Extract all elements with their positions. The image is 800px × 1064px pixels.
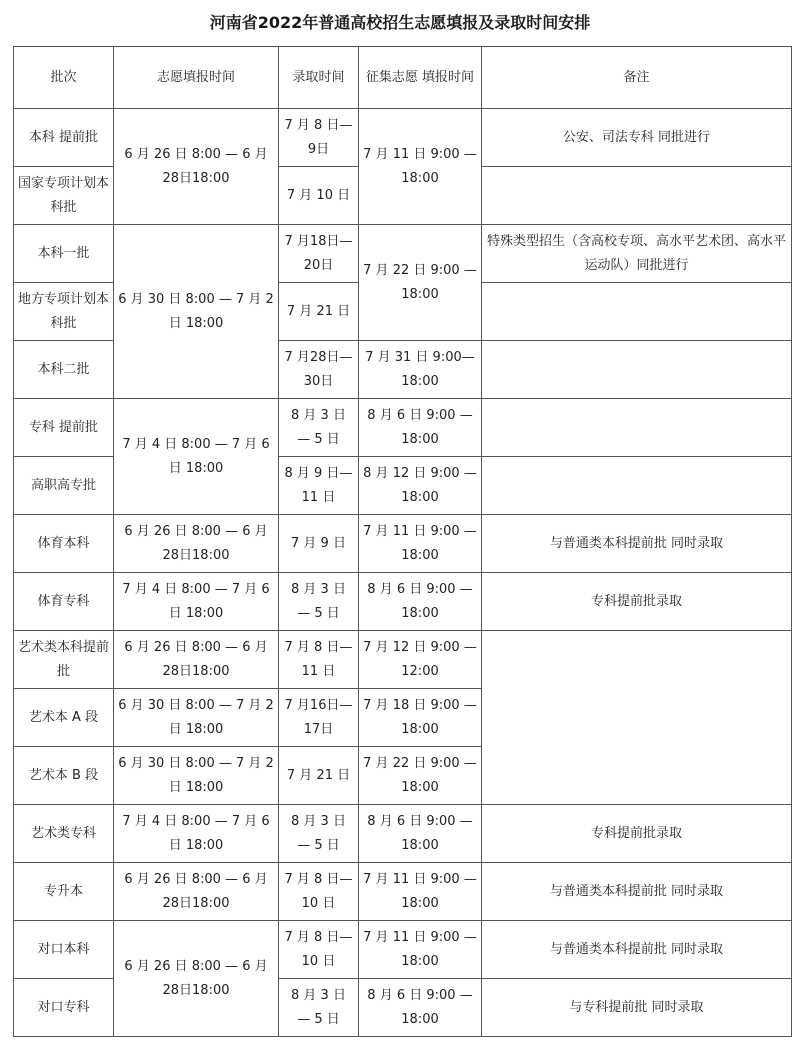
fill-time-cell: 7 月 4 日 8:00 — 7 月 6 日 18:00 [114, 573, 279, 631]
remark-cell [482, 225, 792, 283]
page-title: 河南省2022年普通高校招生志愿填报及录取时间安排 [209, 13, 591, 32]
batch-cell: 地方专项计划本科批 [14, 283, 114, 341]
admit-time-cell: 8 月 3 日 — 5 日 [279, 805, 359, 863]
table-row [14, 515, 792, 573]
header-batch: 批次 [14, 47, 114, 109]
fill-time-cell: 6 月 26 日 8:00 — 6 月 28日18:00 [114, 515, 279, 573]
remark-cell [482, 399, 792, 457]
table-row [14, 399, 792, 457]
admit-time-cell: 8 月 3 日 — 5 日 [279, 399, 359, 457]
collect-time-cell: 8 月 6 日 9:00 — 18:00 [359, 399, 482, 457]
collect-time-cell: 8 月 6 日 9:00 — 18:00 [359, 979, 482, 1037]
remark-cell: 与普通类本科提前批 同时录取 [482, 921, 792, 979]
remark-text: 特殊类型招生（含高校专项、高水平艺术团、高水平运动队）同批进行 [486, 233, 786, 273]
admit-time-cell: 7 月 8 日— 10 日 [279, 921, 359, 979]
batch-cell: 国家专项计划本科批 [14, 167, 114, 225]
batch-cell: 专升本 [14, 863, 114, 921]
fill-time-cell: 6 月 26 日 8:00 — 6 月 28日18:00 [114, 921, 279, 1037]
batch-cell: 本科二批 [14, 341, 114, 399]
remark-cell [482, 167, 792, 225]
batch-cell: 艺术类专科 [14, 805, 114, 863]
admit-time-cell: 8 月 3 日 — 5 日 [279, 573, 359, 631]
remark-cell: 专科提前批录取 [482, 573, 792, 631]
admission-schedule-table [13, 46, 792, 1037]
admit-time-cell: 7 月28日— 30日 [279, 341, 359, 399]
collect-time-cell: 8 月 12 日 9:00 — 18:00 [359, 457, 482, 515]
remark-cell: 公安、司法专科 同批进行 [482, 109, 792, 167]
remark-cell [482, 341, 792, 399]
collect-time-cell: 7 月 11 日 9:00 — 18:00 [359, 109, 482, 225]
admit-time-cell: 7 月 21 日 [279, 747, 359, 805]
table-header-row [14, 47, 792, 109]
header-admit-time: 录取时间 [279, 47, 359, 109]
collect-time-cell: 7 月 22 日 9:00 — 18:00 [359, 747, 482, 805]
remark-cell: 与普通类本科提前批 同时录取 [482, 515, 792, 573]
table-row [14, 225, 792, 283]
admit-time-cell: 7 月 8 日— 9日 [279, 109, 359, 167]
fill-time-cell: 7 月 4 日 8:00 — 7 月 6 日 18:00 [114, 805, 279, 863]
table-row [14, 109, 792, 167]
collect-time-cell: 7 月 18 日 9:00 — 18:00 [359, 689, 482, 747]
remark-cell: 专科提前批录取 [482, 805, 792, 863]
remark-cell [482, 283, 792, 341]
batch-cell: 本科 提前批 [14, 109, 114, 167]
batch-cell: 本科一批 [14, 225, 114, 283]
batch-cell: 高职高专批 [14, 457, 114, 515]
remark-cell [482, 631, 792, 805]
batch-cell: 体育本科 [14, 515, 114, 573]
collect-time-cell: 7 月 22 日 9:00 — 18:00 [359, 225, 482, 341]
admit-time-cell: 7 月 8 日— 10 日 [279, 863, 359, 921]
table-row [14, 805, 792, 863]
batch-cell: 体育专科 [14, 573, 114, 631]
batch-cell: 艺术本 B 段 [14, 747, 114, 805]
table-row [14, 921, 792, 979]
collect-time-cell: 8 月 6 日 9:00 — 18:00 [359, 573, 482, 631]
batch-cell: 艺术本 A 段 [14, 689, 114, 747]
header-remark: 备注 [482, 47, 792, 109]
table-row [14, 631, 792, 689]
table-row [14, 863, 792, 921]
fill-time-cell: 6 月 30 日 8:00 — 7 月 2 日 18:00 [114, 689, 279, 747]
fill-time-cell: 6 月 26 日 8:00 — 6 月 28日18:00 [114, 863, 279, 921]
fill-time-cell: 6 月 30 日 8:00 — 7 月 2 日 18:00 [114, 747, 279, 805]
header-fill-time: 志愿填报时间 [114, 47, 279, 109]
admit-time-cell: 7 月16日— 17日 [279, 689, 359, 747]
fill-time-cell: 7 月 4 日 8:00 — 7 月 6 日 18:00 [114, 399, 279, 515]
collect-time-cell: 7 月 11 日 9:00 — 18:00 [359, 515, 482, 573]
admit-time-cell: 7 月 8 日— 11 日 [279, 631, 359, 689]
batch-cell: 艺术类本科提前批 [14, 631, 114, 689]
remark-cell: 与普通类本科提前批 同时录取 [482, 863, 792, 921]
table-row [14, 573, 792, 631]
admit-time-cell: 7 月 9 日 [279, 515, 359, 573]
collect-time-cell: 7 月 11 日 9:00 — 18:00 [359, 863, 482, 921]
fill-time-cell: 6 月 30 日 8:00 — 7 月 2 日 18:00 [114, 225, 279, 399]
collect-time-cell: 7 月 11 日 9:00 — 18:00 [359, 921, 482, 979]
batch-cell: 对口本科 [14, 921, 114, 979]
admit-time-cell: 8 月 9 日— 11 日 [279, 457, 359, 515]
remark-cell: 与专科提前批 同时录取 [482, 979, 792, 1037]
fill-time-cell: 6 月 26 日 8:00 — 6 月 28日18:00 [114, 631, 279, 689]
batch-cell: 专科 提前批 [14, 399, 114, 457]
admit-time-cell: 7 月 10 日 [279, 167, 359, 225]
header-collect-time: 征集志愿 填报时间 [359, 47, 482, 109]
remark-cell [482, 457, 792, 515]
batch-cell: 对口专科 [14, 979, 114, 1037]
fill-time-cell: 6 月 26 日 8:00 — 6 月 28日18:00 [114, 109, 279, 225]
admit-time-cell: 7 月18日— 20日 [279, 225, 359, 283]
collect-time-cell: 7 月 31 日 9:00— 18:00 [359, 341, 482, 399]
collect-time-cell: 7 月 12 日 9:00 — 12:00 [359, 631, 482, 689]
admit-time-cell: 7 月 21 日 [279, 283, 359, 341]
collect-time-cell: 8 月 6 日 9:00 — 18:00 [359, 805, 482, 863]
admit-time-cell: 8 月 3 日 — 5 日 [279, 979, 359, 1037]
